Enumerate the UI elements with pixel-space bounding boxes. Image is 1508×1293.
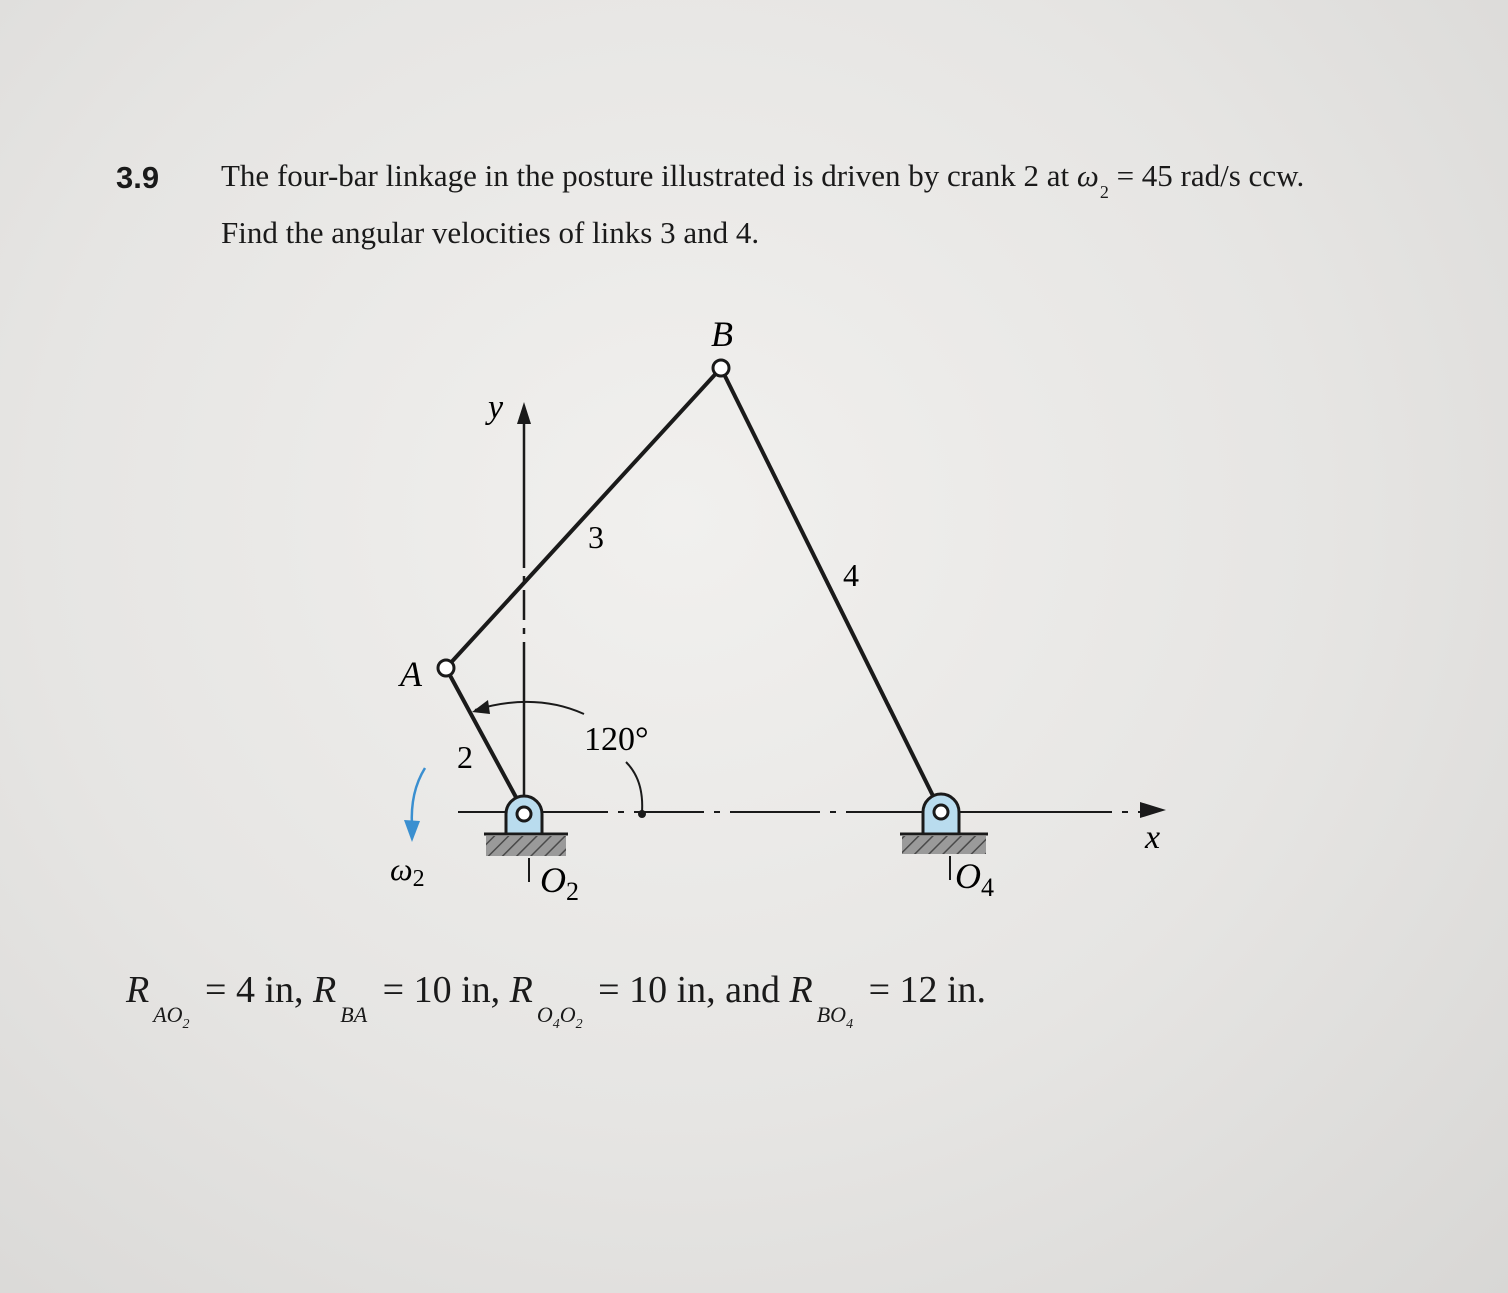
omega2-arrowhead [404, 820, 420, 842]
angle-leader [626, 762, 642, 812]
label-o2-subscript: 2 [566, 877, 579, 906]
pivot-o4-pin [934, 805, 948, 819]
label-y-axis: y [488, 389, 504, 426]
joint-b-pin [713, 360, 729, 376]
angle-arc-120 [475, 702, 584, 714]
label-o4-subscript: 4 [981, 873, 994, 902]
ground-o4-hatch [902, 836, 986, 854]
r-o4o2-subscript [536, 1002, 583, 1032]
label-link-3: 3 [588, 519, 604, 555]
given-dimensions-line [126, 968, 987, 1032]
r-bo4-value: = 12 in. [868, 969, 987, 1011]
label-o4 [955, 856, 994, 902]
r-ba-value: = 10 in, [382, 969, 501, 1011]
link-4-rocker [721, 368, 941, 812]
label-omega2 [390, 851, 425, 892]
r-bo4-subscript-index: 4 [846, 1017, 854, 1032]
r-o4o2-sub-a: O [536, 1002, 553, 1027]
label-o4-letter: O [955, 856, 981, 896]
r-ba-subscript: BA [340, 1002, 368, 1027]
label-o2 [540, 860, 579, 906]
r-ao2-subscript-index: 2 [182, 1017, 190, 1032]
label-a: A [400, 654, 422, 694]
r-ao2-letter: R [126, 969, 150, 1011]
angle-arc-arrowhead [472, 700, 490, 714]
omega-subscript: 2 [1099, 182, 1109, 202]
r-o4o2-sub-b-index: 2 [575, 1017, 583, 1032]
problem-text-before-omega: The four-bar linkage in the posture illustrated is driven by crank 2 at [221, 158, 1077, 193]
problem-text-after-omega: = 45 rad/s ccw. [1108, 158, 1305, 193]
pivot-o2-pin [517, 807, 531, 821]
label-link-2: 2 [457, 739, 473, 775]
r-ba-letter: R [313, 969, 337, 1011]
label-x-axis: x [1145, 819, 1161, 856]
r-ao2-subscript [153, 1002, 190, 1032]
label-omega2-subscript: 2 [412, 866, 425, 892]
angle-leader-dot [638, 810, 646, 818]
y-axis-arrowhead [517, 402, 531, 424]
label-omega2-symbol: ω [390, 851, 413, 887]
problem-statement-line-2: Find the angular velocities of links 3 and 4. [221, 215, 760, 250]
label-link-4: 4 [843, 557, 859, 593]
ground-o2-hatch [486, 836, 566, 856]
label-b: B [711, 314, 733, 354]
r-bo4-letter: R [789, 969, 813, 1011]
r-o4o2-letter: R [509, 969, 533, 1011]
r-o4o2-sub-b: O [559, 1002, 576, 1027]
r-bo4-subscript [816, 1002, 854, 1032]
joint-a-pin [438, 660, 454, 676]
r-bo4-subscript-text: BO [816, 1002, 847, 1027]
r-o4o2-value: = 10 in, and [598, 969, 781, 1011]
r-ao2-value: = 4 in, [205, 969, 304, 1011]
omega2-rotation-arrow [412, 768, 425, 826]
label-angle-120: 120° [584, 721, 649, 758]
problem-number: 3.9 [116, 160, 160, 195]
r-ao2-subscript-text: AO [153, 1002, 183, 1027]
x-axis-arrowhead [1140, 802, 1166, 818]
r-o4o2-sub-a-index: 4 [552, 1017, 560, 1032]
label-o2-letter: O [540, 860, 566, 900]
omega-symbol: ω [1076, 158, 1099, 193]
